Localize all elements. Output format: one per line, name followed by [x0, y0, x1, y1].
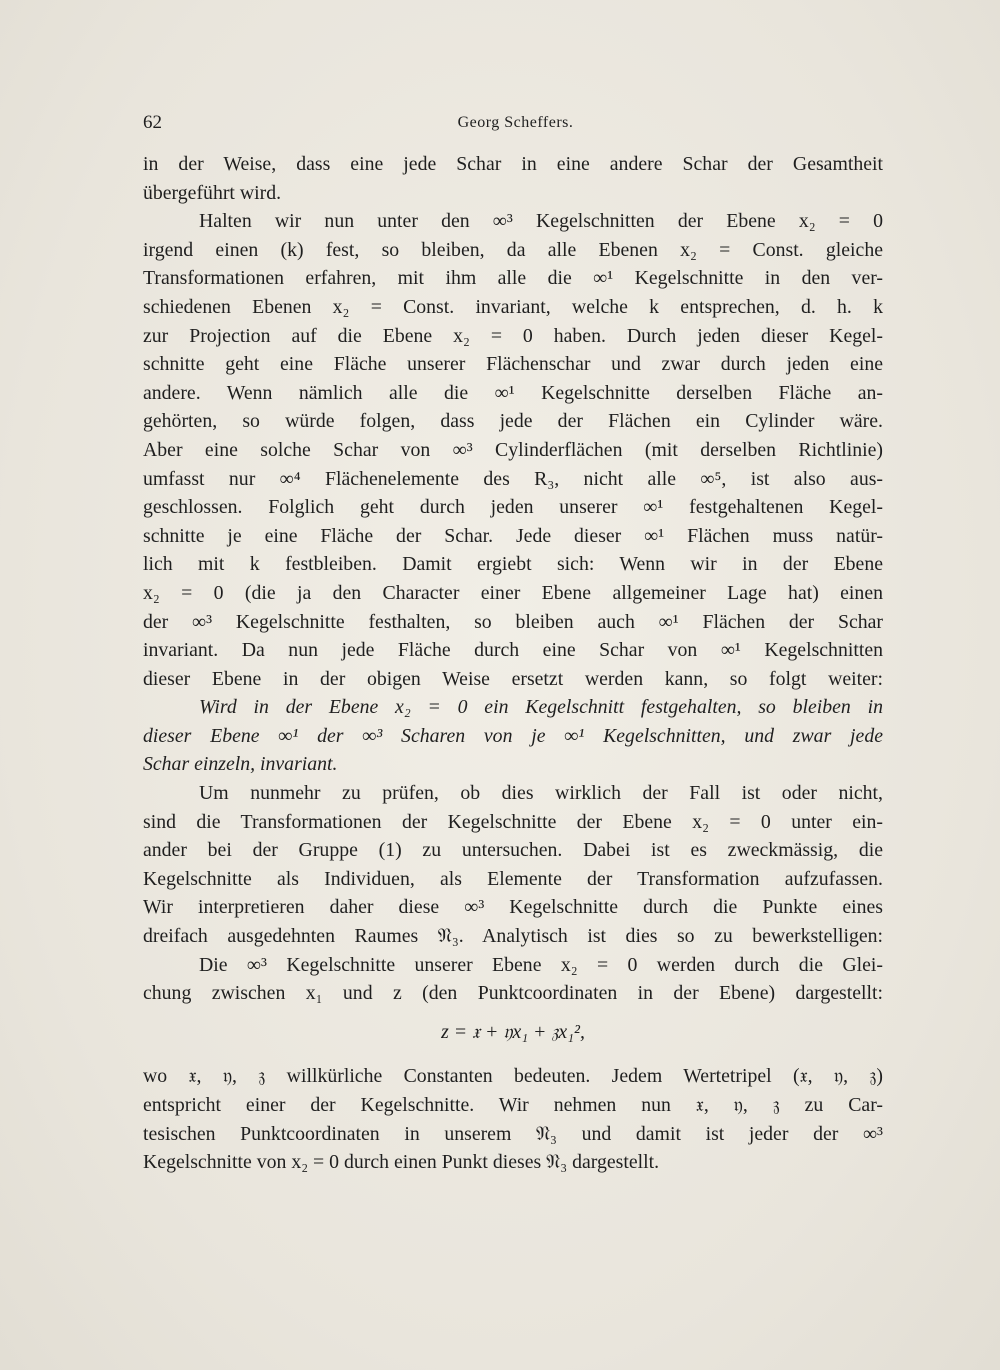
text-line: x₂ = 0 (die ja den Character einer Ebene allgemeiner Lage hat) einen	[143, 581, 883, 604]
text-line: Transformationen erfahren, mit ihm alle die ∞¹ Kegelschnitte in den ver-	[143, 267, 883, 290]
text-line: zur Projection auf die Ebene x₂ = 0 haben. Durch jeden dieser Kegel-	[143, 324, 883, 347]
text-line: tesischen Punktcoordinaten in unserem 𝔑₃ und damit ist jeder der ∞³	[143, 1122, 883, 1145]
text-line: andere. Wenn nämlich alle die ∞¹ Kegelschnitte derselben Fläche an-	[143, 381, 883, 404]
page-header	[143, 112, 888, 142]
text-line: der ∞³ Kegelschnitte festhalten, so bleiben auch ∞¹ Flächen der Schar	[143, 610, 883, 633]
theorem-line: Schar einzeln, invariant.	[143, 753, 338, 776]
theorem-line: dieser Ebene ∞¹ der ∞³ Scharen von je ∞¹ Kegelschnitten, und zwar jede	[143, 724, 883, 747]
text-line: Wir interpretieren daher diese ∞³ Kegelschnitte durch die Punkte eines	[143, 896, 883, 919]
text-line: Um nunmehr zu prüfen, ob dies wirklich der Fall ist oder nicht,	[199, 782, 883, 805]
text-line: Die ∞³ Kegelschnitte unserer Ebene x₂ = 0 werden durch die Glei-	[199, 953, 883, 976]
text-line: invariant. Da nun jede Fläche durch eine Schar von ∞¹ Kegelschnitten	[143, 639, 883, 662]
text-line: lich mit k festbleiben. Damit ergiebt sich: Wenn wir in der Ebene	[143, 553, 883, 576]
text-line: schnitte je eine Fläche der Schar. Jede dieser ∞¹ Flächen muss natür-	[143, 524, 883, 547]
text-line: ander bei der Gruppe (1) zu untersuchen. Dabei ist es zweckmässig, die	[143, 839, 883, 862]
text-line: übergeführt wird.	[143, 181, 282, 204]
text-line: Kegelschnitte als Individuen, als Elemente der Transformation aufzufassen.	[143, 867, 883, 890]
text-line: in der Weise, dass eine jede Schar in eine andere Schar der Gesamtheit	[143, 153, 883, 175]
text-line: dieser Ebene in der obigen Weise ersetzt werden kann, so folgt weiter:	[143, 667, 883, 690]
display-equation: z = 𝔵 + 𝔶x₁ + 𝔷x₁²,	[441, 1020, 585, 1043]
text-line: entspricht einer der Kegelschnitte. Wir nehmen nun 𝔵, 𝔶, 𝔷 zu Car-	[143, 1094, 883, 1116]
page-number: 62	[143, 112, 162, 133]
text-line: sind die Transformationen der Kegelschnitte der Ebene x₂ = 0 unter ein-	[143, 810, 883, 833]
text-line: Kegelschnitte von x₂ = 0 durch einen Punkt dieses 𝔑₃ dargestellt.	[143, 1151, 660, 1174]
text-line: geschlossen. Folglich geht durch jeden unserer ∞¹ festgehaltenen Kegel-	[143, 496, 883, 519]
text-line: umfasst nur ∞⁴ Flächenelemente des R₃, nicht alle ∞⁵, ist also aus-	[143, 467, 883, 490]
text-line: Aber eine solche Schar von ∞³ Cylinderflächen (mit derselben Richtlinie)	[143, 438, 883, 461]
text-line: chung zwischen x₁ und z (den Punktcoordinaten in der Ebene) dargestellt:	[143, 982, 883, 1005]
body-text	[143, 150, 883, 1177]
text-line: schnitte geht eine Fläche unserer Flächenschar und zwar durch jeden eine	[143, 353, 883, 376]
text-line: schiedenen Ebenen x₂ = Const. invariant, welche k entsprechen, d. h. k	[143, 295, 883, 318]
text-line: Halten wir nun unter den ∞³ Kegelschnitten der Ebene x₂ = 0	[199, 210, 883, 233]
text-line: wo 𝔵, 𝔶, 𝔷 willkürliche Constanten bedeuten. Jedem Wertetripel (𝔵, 𝔶, 𝔷)	[143, 1065, 883, 1088]
running-head: Georg Scheffers.	[457, 114, 574, 131]
text-line: irgend einen (k) fest, so bleiben, da alle Ebenen x₂ = Const. gleiche	[143, 238, 883, 261]
theorem-line: Wird in der Ebene x₂ = 0 ein Kegelschnitt festgehalten, so bleiben in	[199, 696, 883, 719]
text-line: dreifach ausgedehnten Raumes 𝔑₃. Analytisch ist dies so zu bewerkstelligen:	[143, 925, 883, 948]
text-line: gehörten, so würde folgen, dass jede der Flächen ein Cylinder wäre.	[143, 410, 883, 433]
